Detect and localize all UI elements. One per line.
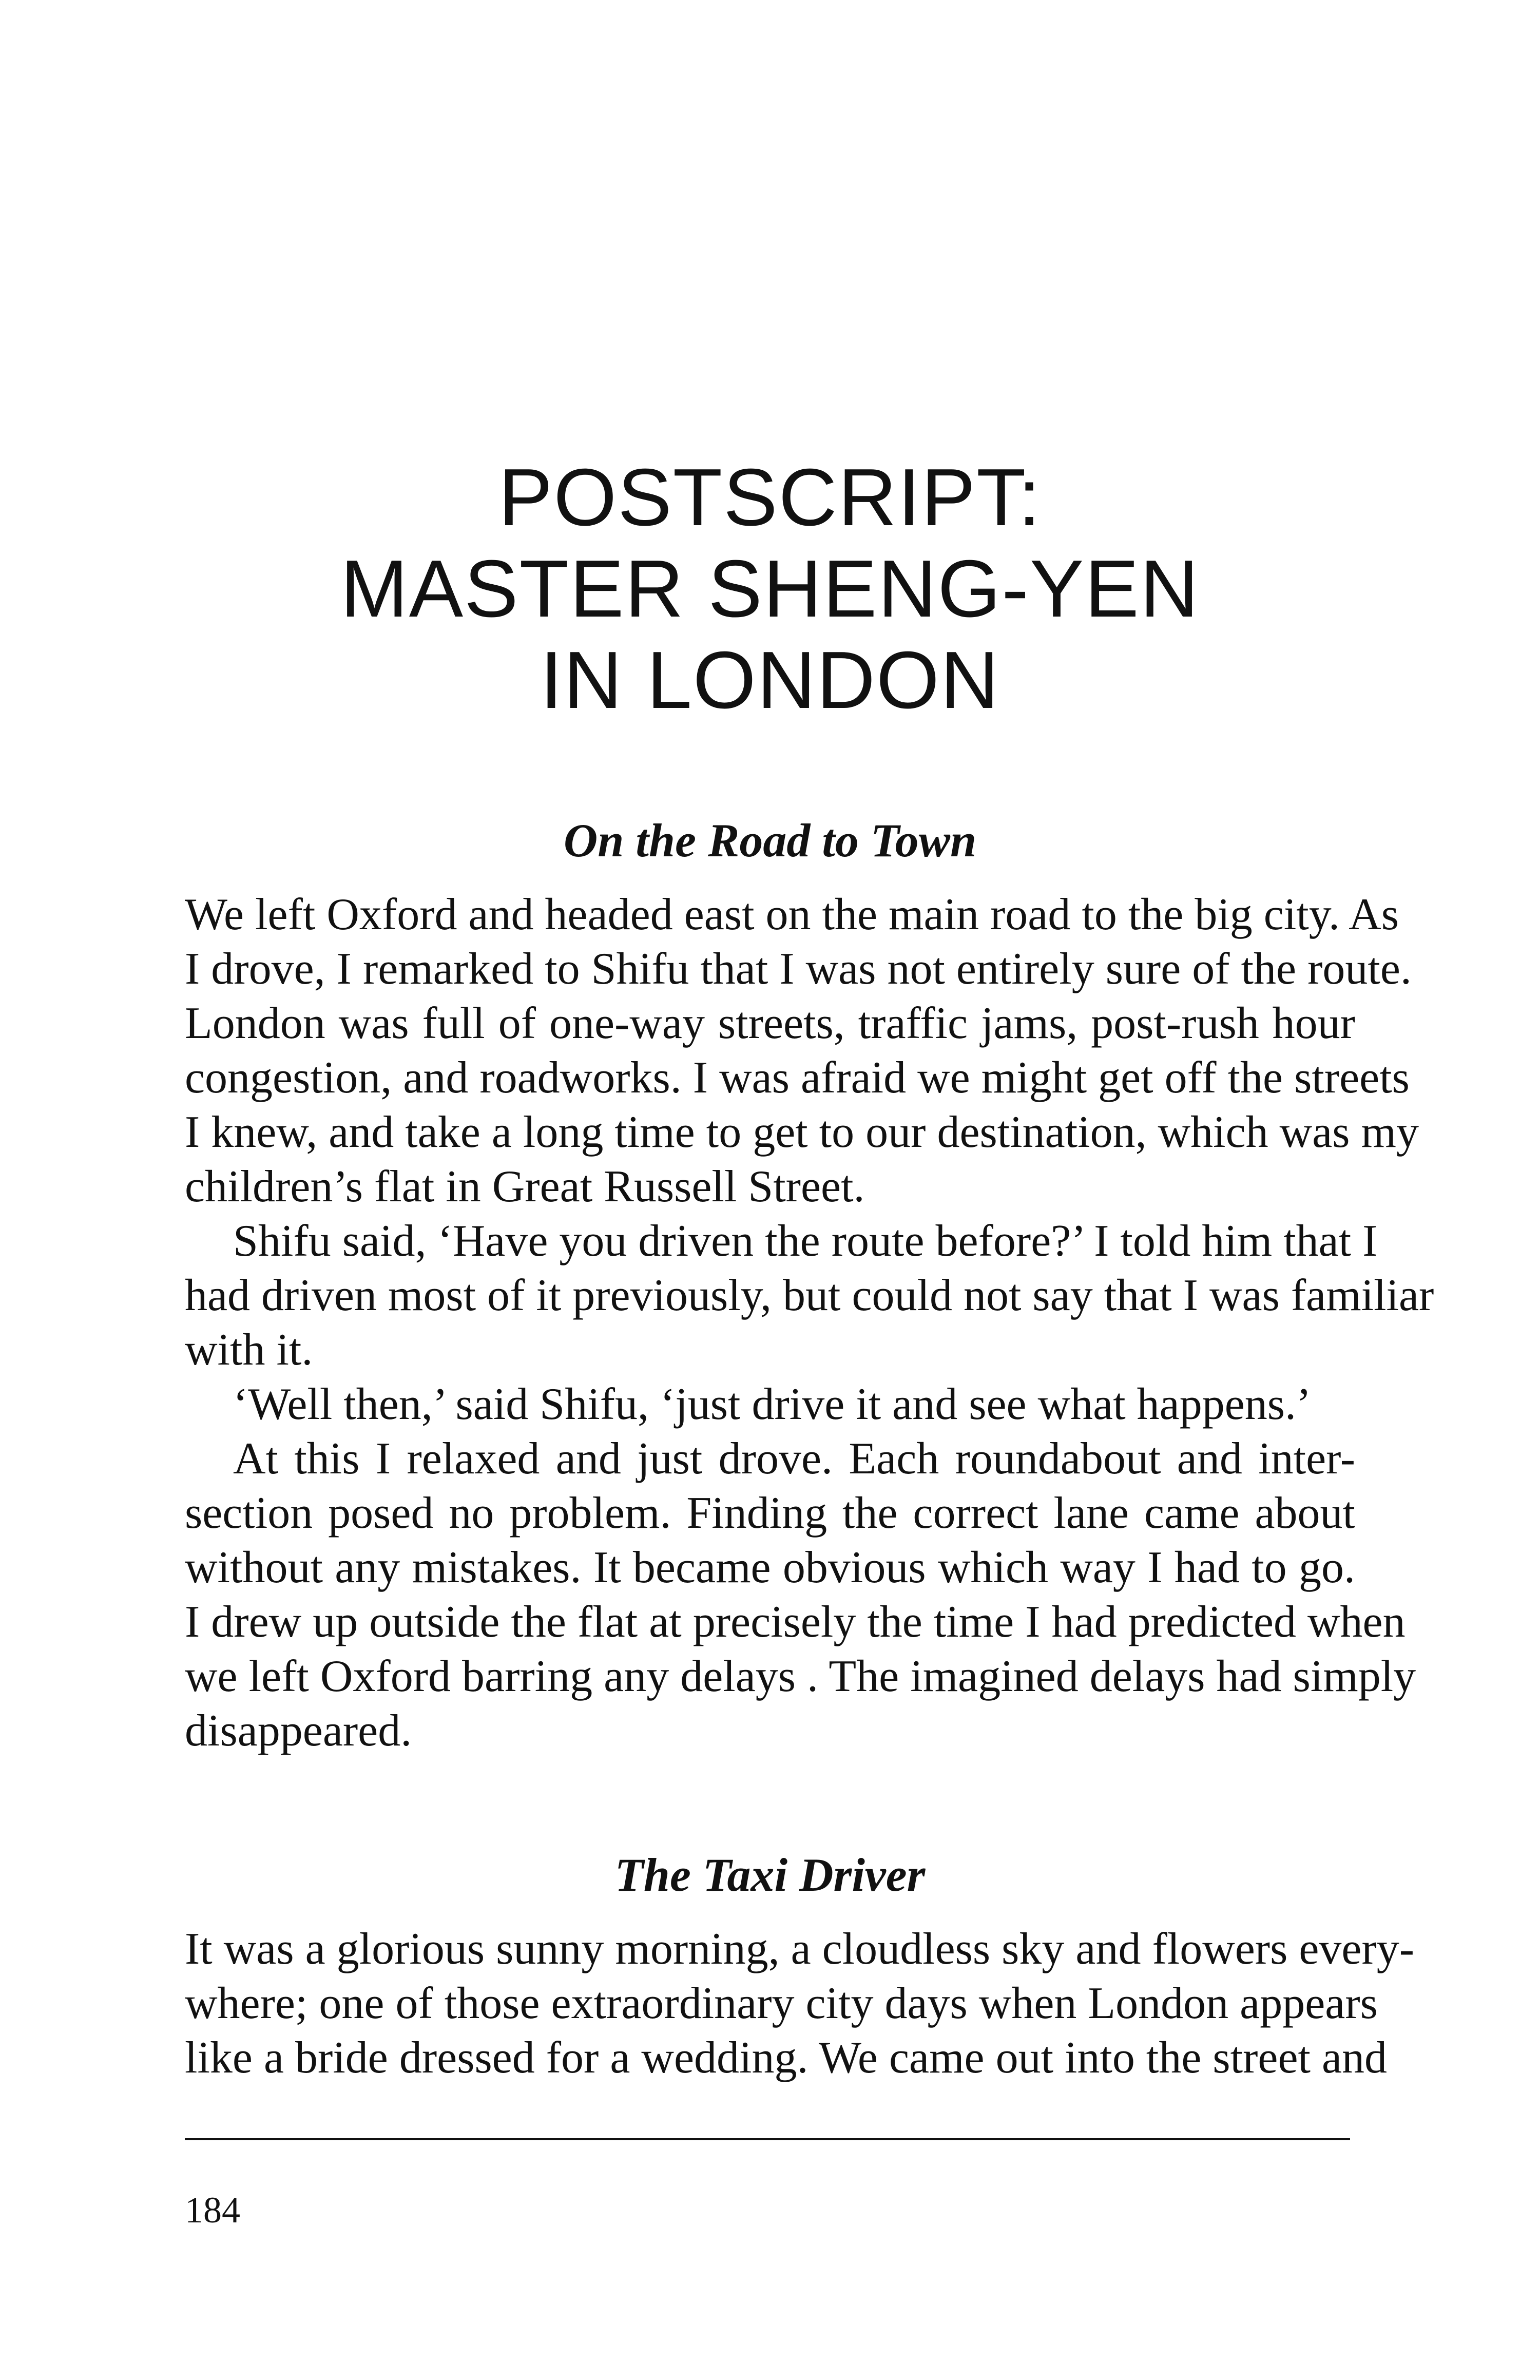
paragraph [185,1377,1355,1432]
text-line: children’s flat in Great Russell Street. [185,1162,865,1212]
section-heading: The Taxi Driver [614,1849,926,1901]
chapter-title [185,452,1355,726]
text-line: had driven most of it previously, but could not say that I was familiar [185,1271,1434,1320]
text-line: ‘Well then,’ said Shifu, ‘just drive it and see what happens.’ [233,1379,1312,1429]
text-line: without any mistakes. It became obvious which way I had to go. [185,1543,1355,1592]
text-line: disappeared. [185,1706,412,1756]
text-line: At this I relaxed and just drove. Each roundabout and inter- [233,1434,1355,1484]
section-body [185,1922,1415,2085]
section-heading: On the Road to Town [563,814,977,867]
text-line: section posed no problem. Finding the correct lane came about [185,1488,1355,1538]
chapter-title-line: IN LONDON [540,635,1000,725]
text-line: Shifu said, ‘Have you driven the route before?’ I told him that I [233,1216,1378,1266]
chapter-title-line: MASTER SHENG-YEN [340,544,1200,634]
text-line: We left Oxford and headed east on the main road to the big city. As [185,890,1399,939]
paragraph [185,888,1419,1214]
text-line: I knew, and take a long time to get to our destination, which was my [185,1107,1419,1157]
chapter-title-line: POSTSCRIPT: [498,452,1042,543]
text-line: It was a glorious sunny morning, a cloudless sky and flowers every- [185,1924,1415,1974]
text-line: with it. [185,1325,313,1375]
section-taxi-driver [185,1848,1415,2085]
paragraph [185,1922,1415,2085]
paragraph [185,1432,1416,1758]
section-road-to-town [185,814,1434,1758]
text-line: London was full of one-way streets, traffic jams, post-rush hour [185,999,1355,1048]
text-line: where; one of those extraordinary city days when London appears [185,1979,1378,2028]
text-line: I drove, I remarked to Shifu that I was not entirely sure of the route. [185,944,1412,994]
text-line: congestion, and roadworks. I was afraid we might get off the streets [185,1053,1410,1103]
section-body [185,888,1434,1758]
text-line: like a bride dressed for a wedding. We came out into the street and [185,2033,1388,2083]
text-line: I drew up outside the flat at precisely the time I had predicted when [185,1597,1406,1647]
footer-rule [185,2138,1350,2140]
text-line: we left Oxford barring any delays . The imagined delays had simply [185,1652,1416,1701]
page-number: 184 [185,2190,240,2231]
paragraph [185,1214,1434,1377]
